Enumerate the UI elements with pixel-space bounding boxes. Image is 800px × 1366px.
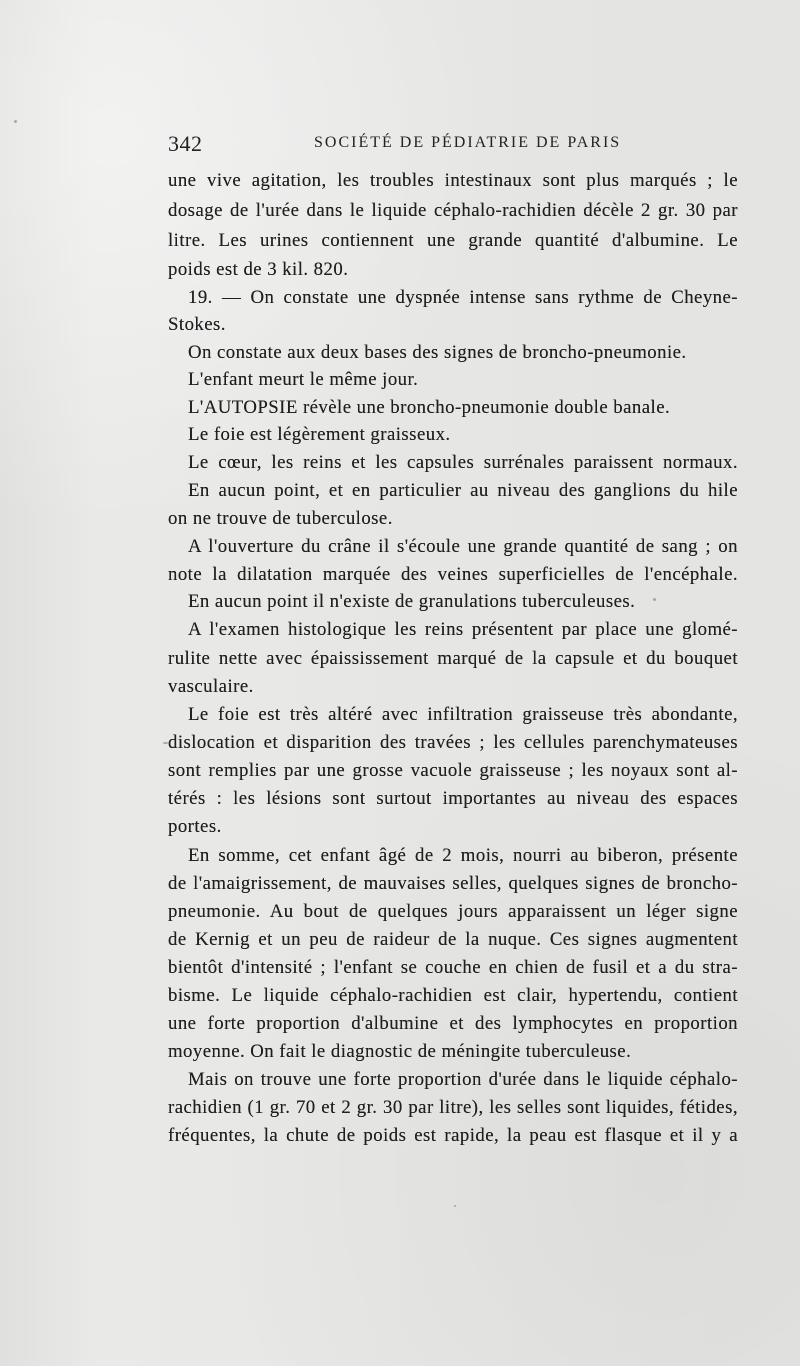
body-line: dosage de l'urée dans le liquide céphalo-rachidien décèle 2 gr. 30 par [168,200,738,221]
body-line: portes. [168,816,222,837]
ink-speck [14,120,17,123]
body-line: bientôt d'intensité ; l'enfant se couche en chien de fusil et a du stra- [168,957,738,978]
body-line: de l'amaigrissement, de mauvaises selles, quelques signes de broncho- [168,873,738,894]
body-line: En aucun point il n'existe de granulations tuberculeuses. [188,591,636,612]
body-line: On constate aux deux bases des signes de broncho-pneumonie. [188,342,687,363]
body-line: Stokes. [168,314,226,335]
body-line: A l'examen histologique les reins présentent par place une glomé- [188,619,738,640]
body-line: dislocation et disparition des travées ; les cellules parenchymateuses [168,732,738,753]
body-line: note la dilatation marquée des veines superficielles de l'encéphale. [168,564,738,585]
body-line: pneumonie. Au bout de quelques jours apparaissent un léger signe [168,901,738,922]
body-line: A l'ouverture du crâne il s'écoule une grande quantité de sang ; on [188,536,738,557]
page-number: 342 [168,131,203,156]
body-line: de Kernig et un peu de raideur de la nuque. Ces signes augmentent [168,929,738,950]
body-line: vasculaire. [168,676,254,697]
body-line: on ne trouve de tuberculose. [168,508,393,529]
body-line: litre. Les urines contiennent une grande quantité d'albumine. Le [168,230,738,251]
body-line: rachidien (1 gr. 70 et 2 gr. 30 par litre), les selles sont liquides, fétides, [168,1097,738,1118]
body-line: térés : les lésions sont surtout importantes au niveau des espaces [168,788,738,809]
body-line: Le cœur, les reins et les capsules surrénales paraissent normaux. [188,452,738,473]
body-line: moyenne. On fait le diagnostic de méningite tuberculeuse. [168,1041,632,1062]
body-line: rulite nette avec épaississement marqué de la capsule et du bouquet [168,648,738,669]
body-line: sont remplies par une grosse vacuole graisseuse ; les noyaux sont al- [168,760,738,781]
body-line: 19. — On constate une dyspnée intense sans rythme de Cheyne- [188,287,738,308]
body-line: une vive agitation, les troubles intestinaux sont plus marqués ; le [168,170,738,191]
body-line: fréquentes, la chute de poids est rapide, la peau est flasque et il y a [168,1125,738,1146]
body-line: En aucun point, et en particulier au niveau des ganglions du hile [188,480,738,501]
body-line: une forte proportion d'albumine et des lymphocytes en proportion [168,1013,738,1034]
running-title: SOCIÉTÉ DE PÉDIATRIE DE PARIS [314,134,622,151]
body-line: poids est de 3 kil. 820. [168,259,349,280]
body-line: En somme, cet enfant âgé de 2 mois, nourri au biberon, présente [188,845,738,866]
body-line: Le foie est légèrement graisseux. [188,424,451,445]
body-line: L'enfant meurt le même jour. [188,369,419,390]
ink-speck [454,1205,456,1207]
body-line: bisme. Le liquide céphalo-rachidien est clair, hypertendu, contient [168,985,738,1006]
body-line: L'AUTOPSIE révèle une broncho-pneumonie double banale. [188,397,671,418]
body-line: Le foie est très altéré avec infiltration graisseuse très abondante, [188,704,738,725]
body-line: Mais on trouve une forte proportion d'urée dans le liquide céphalo- [188,1069,738,1090]
ink-speck [653,598,656,601]
ink-speck [163,742,168,744]
